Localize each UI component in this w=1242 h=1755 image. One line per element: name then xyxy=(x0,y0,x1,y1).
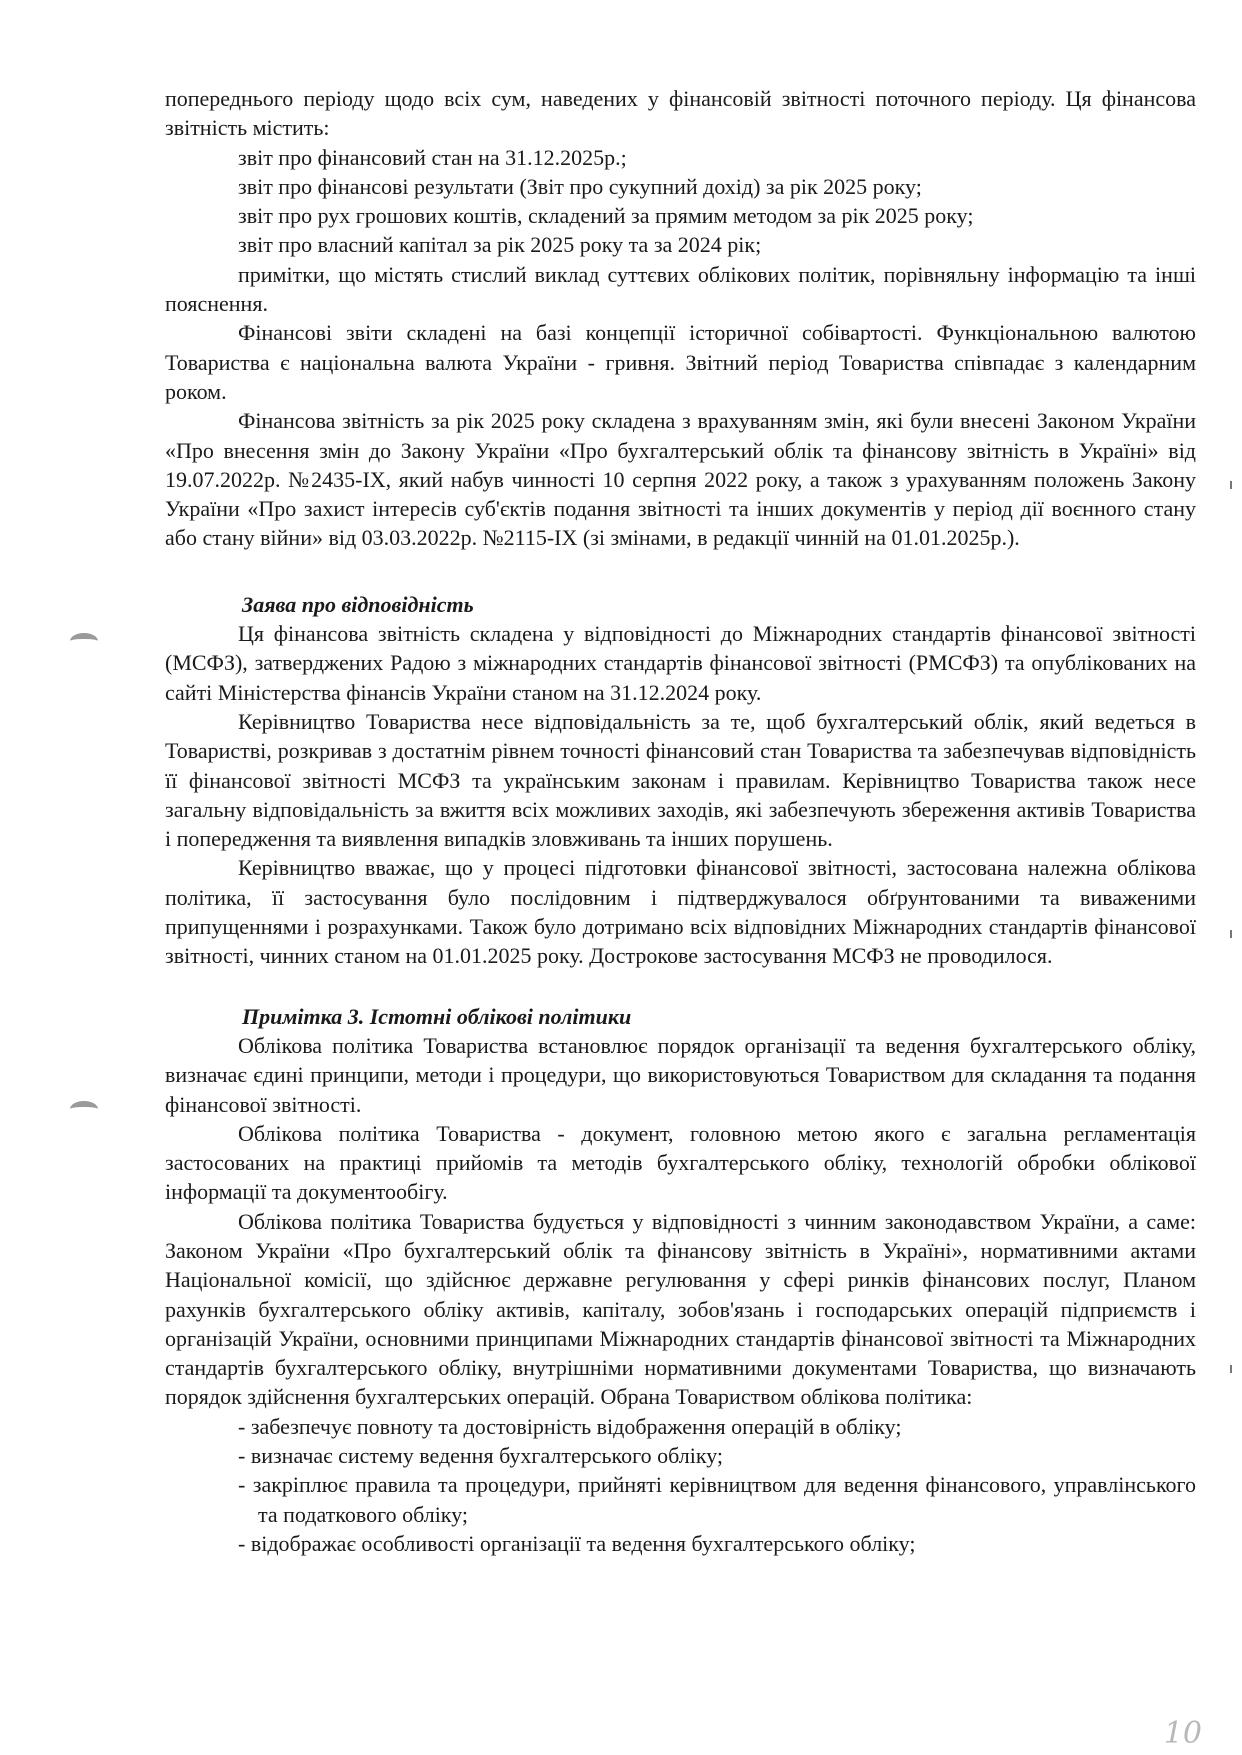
document-page xyxy=(165,84,1196,1558)
bullet-item: - визначає систему ведення бухгалтерського обліку; xyxy=(238,1443,724,1469)
bullet-item: - відображає особливості організації та ведення бухгалтерського обліку; xyxy=(238,1530,916,1556)
list-item: звіт про фінансові результати (Звіт про сукупний дохід) за рік 2025 року; xyxy=(238,173,922,199)
list-item: звіт про рух грошових коштів, складений за прямим методом за рік 2025 року; xyxy=(238,203,974,229)
punch-hole-mark xyxy=(70,633,98,649)
paragraph-functional-currency: Фінансові звіти складені на базі концепції історичної собівартості. Функціональною валютою Товариства є національна валюта України - гривня. Звітний період Товариства співпадає з календарним роком. xyxy=(165,320,1196,404)
scan-edge-mark xyxy=(1230,481,1232,489)
list-item: примітки, що містять стислий виклад суттєвих облікових політик, порівняльну інформацію та інші пояснення. xyxy=(165,261,1196,317)
scan-edge-mark xyxy=(1230,930,1232,938)
list-item: звіт про фінансовий стан на 31.12.2025р.; xyxy=(238,144,627,170)
paragraph-compliance-3: Керівництво вважає, що у процесі підготовки фінансової звітності, застосована належна облікова політика, її застосування було послідовним і підтверджувалося обґрунтованими та виваженими припущеннями і розрахунками. Також було дотримано всіх відповідних Міжнародних стандартів фінансової звітності, чинних станом на 01.01.2025 року. Дострокове застосування МСФЗ не проводилося. xyxy=(165,855,1196,969)
section-heading-accounting-policies: Примітка 3. Істотні облікові політики xyxy=(242,1003,632,1029)
list-item: звіт про власний капітал за рік 2025 року та за 2024 рік; xyxy=(238,232,762,258)
paragraph-law-changes: Фінансова звітність за рік 2025 року складена з врахуванням змін, які були внесені Законом України «Про внесення змін до Закону України «Про бухгалтерський облік та фінансову звітність в Україні» від 19.07.2022р. №2435-IX, який набув чинності 10 серпня 2022 року, а також з урахуванням положень Закону України «Про захист інтересів суб'єктів подання звітності та інших документів у період дії воєнного стану або стану війни» від 03.03.2022р. №2115-IX (зі змінами, в редакції чинній на 01.01.2025р.). xyxy=(165,408,1196,551)
section-heading-compliance: Заява про відповідність xyxy=(242,591,474,617)
bullet-item: - забезпечує повноту та достовірність відображення операцій в обліку; xyxy=(238,1413,902,1439)
paragraph-policy-1: Облікова політика Товариства встановлює порядок організації та ведення бухгалтерського обліку, визначає єдині принципи, методи і процедури, що використовуються Товариством для складання та подання фінансової звітності. xyxy=(165,1032,1196,1117)
scan-edge-mark xyxy=(1230,1365,1232,1373)
paragraph-intro: попереднього періоду щодо всіх сум, наведених у фінансовій звітності поточного періоду. Ця фінансова звітність містить: xyxy=(165,86,1196,141)
paragraph-compliance-2: Керівництво Товариства несе відповідальність за те, щоб бухгалтерський облік, який ведеться в Товаристві, розкривав з достатнім рівнем точності фінансовий стан Товариства та забезпечував відповідність її фінансової звітності МСФЗ та українським законам і правилам. Керівництво Товариства також несе загальну відповідальність за вжиття всіх можливих заходів, які забезпечують збереження активів Товариства і попередження та виявлення випадків зловживань та інших порушень. xyxy=(165,708,1196,852)
page-number: 10 xyxy=(1163,1716,1202,1751)
punch-hole-mark xyxy=(70,1101,98,1117)
paragraph-policy-3: Облікова політика Товариства будується у відповідності з чинним законодавством України, а саме: Законом України «Про бухгалтерський облік та фінансову звітність в Україні», нормативними актами Національної комісії, що здійснює державне регулювання у сфері ринків фінансових послуг, Планом рахунків бухгалтерського обліку активів, капіталу, зобов'язань і господарських операцій підприємств і організацій України, основними принципами Міжнародних стандартів фінансової звітності та Міжнародних стандартів бухгалтерського обліку, внутрішніми нормативними документами Товариства, що визначають порядок здійснення бухгалтерських операцій. Обрана Товариством облікова політика: xyxy=(165,1208,1196,1410)
bullet-item: - закріплює правила та процедури, прийняті керівництвом для ведення фінансового, управлінського та податкового обліку; xyxy=(238,1472,1196,1527)
paragraph-policy-2: Облікова політика Товариства - документ, головною метою якого є загальна регламентація застосованих на практиці прийомів та методів бухгалтерського обліку, технологій обробки облікової інформації та документообігу. xyxy=(165,1120,1196,1205)
paragraph-compliance-1: Ця фінансова звітність складена у відповідності до Міжнародних стандартів фінансової звітності (МСФЗ), затверджених Радою з міжнародних стандартів фінансової звітності (РМСФЗ) та опублікованих на сайті Міністерства фінансів України станом на 31.12.2024 року. xyxy=(165,621,1196,705)
